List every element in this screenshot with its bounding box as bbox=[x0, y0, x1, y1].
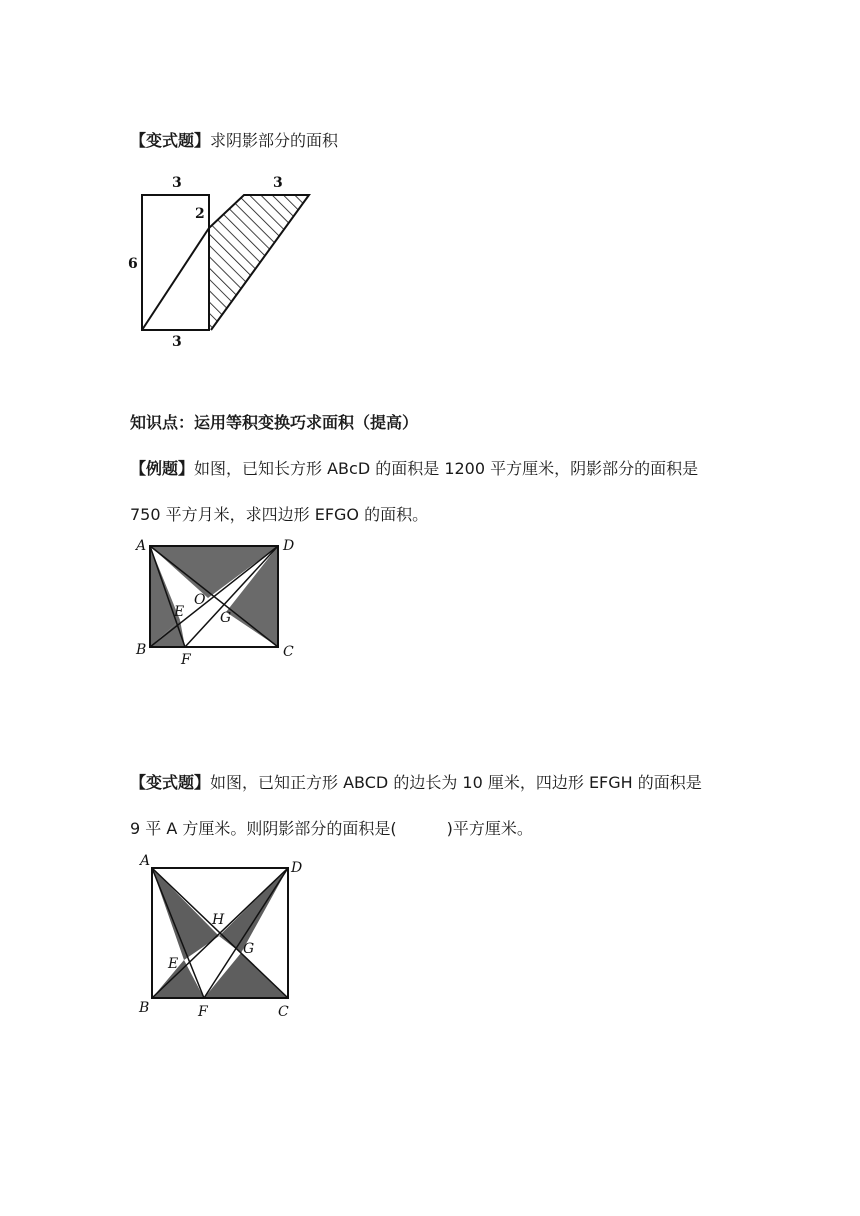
label-e: E bbox=[174, 604, 185, 620]
label-d: D bbox=[283, 538, 295, 554]
example-line-1 bbox=[130, 456, 698, 479]
shaded-bottom-right bbox=[204, 953, 288, 998]
label-a: A bbox=[140, 853, 151, 869]
label-c: C bbox=[278, 1004, 289, 1020]
example-tag: 【例题】 bbox=[130, 459, 195, 478]
label-b: B bbox=[139, 1000, 150, 1016]
example-line-2: 750 平方月米，求四边形 EFGO 的面积。 bbox=[130, 505, 429, 524]
variant-question-2-line-2 bbox=[130, 816, 533, 839]
label-top-left: 3 bbox=[172, 175, 182, 191]
label-top-right: 3 bbox=[273, 175, 283, 191]
parallelogram-figure bbox=[120, 168, 320, 353]
question-tag: 【变式题】 bbox=[130, 131, 211, 150]
diagonal-line bbox=[142, 228, 209, 330]
label-a: A bbox=[136, 538, 147, 554]
square-abcd-figure bbox=[128, 848, 318, 1026]
variant-text-1: 如图，已知正方形 ABCD 的边长为 10 厘米，四边形 EFGH 的面积是 bbox=[210, 773, 702, 792]
variant-question-2-line-1 bbox=[130, 770, 702, 793]
label-bottom: 3 bbox=[172, 334, 182, 350]
rectangle-abcd-figure bbox=[128, 532, 318, 672]
label-g: G bbox=[220, 610, 232, 626]
variant-tag: 【变式题】 bbox=[130, 773, 211, 792]
question-text: 求阴影部分的面积 bbox=[210, 131, 339, 150]
variant-question-1 bbox=[130, 128, 338, 151]
label-left: 6 bbox=[128, 256, 138, 272]
knowledge-heading: 知识点：运用等积变换巧求面积（提高） bbox=[130, 413, 419, 432]
variant-text-2a: 9 平 A 方厘米。则阴影部分的面积是( bbox=[130, 819, 397, 838]
label-g: G bbox=[243, 941, 255, 957]
label-b: B bbox=[136, 642, 147, 658]
label-c: C bbox=[283, 644, 294, 660]
label-e: E bbox=[168, 956, 179, 972]
variant-text-2b: )平方厘米。 bbox=[446, 819, 533, 838]
label-inner: 2 bbox=[195, 206, 205, 222]
label-f: F bbox=[198, 1004, 208, 1020]
label-d: D bbox=[291, 860, 303, 876]
example-text-1: 如图，已知长方形 ABcD 的面积是 1200 平方厘米，阴影部分的面积是 bbox=[194, 459, 699, 478]
label-h: H bbox=[212, 912, 225, 928]
shaded-left-wing bbox=[152, 868, 219, 960]
label-f: F bbox=[181, 652, 191, 668]
label-o: O bbox=[194, 592, 206, 608]
